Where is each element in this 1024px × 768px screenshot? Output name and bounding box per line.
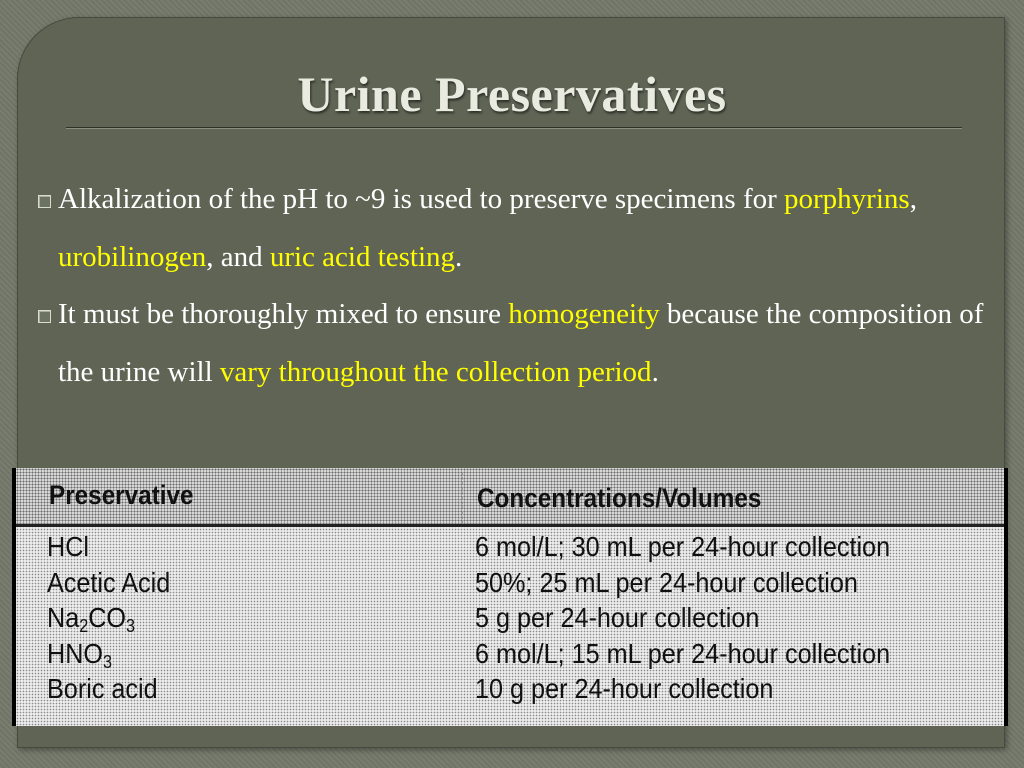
cell-preservative: $Na_2CO_3$ [47,602,136,636]
bullet-text [58,298,983,388]
table-header [16,468,1004,527]
cell-amount: 10 g per 24-hour collection [475,673,774,704]
slide-title: Urine Preservatives [297,66,727,122]
text-run: , [909,183,917,215]
highlighted-term: homogeneity [508,298,660,330]
cell-amount: 6 mol/L; 30 mL per 24-hour collection [475,531,891,562]
table-row [16,672,1004,708]
text-run: . [651,355,659,388]
text-run: , and [206,240,270,273]
square-bullet-icon [38,195,51,208]
bullet-list [36,171,986,401]
highlighted-term: urobilinogen [58,240,207,273]
highlighted-term: porphyrins [784,183,910,215]
text-run: because the composition of the urine will [58,298,984,388]
title-divider [66,127,962,129]
table-row [16,530,1004,566]
highlighted-term: vary throughout the collection period [219,355,652,388]
bullet-text [58,183,917,273]
cell-preservative: $HNO_3$ [47,637,113,672]
text-run: It must be thoroughly mixed to ensure [58,298,509,330]
text-run: Alkalization of the pH to ~9 is used to preserve specimens for [58,183,785,215]
table-row [16,566,1004,602]
table-body [16,530,1004,708]
bullet-item [36,171,986,286]
cell-amount: 6 mol/L; 15 mL per 24-hour collection [475,637,891,669]
cell-amount: 50%; 25 mL per 24-hour collection [475,566,858,598]
header-preservative: Preservative [49,480,194,510]
bullet-item [36,286,986,401]
preservatives-table [12,468,1008,726]
column-divider [462,472,463,524]
cell-amount: 5 g per 24-hour collection [475,602,760,633]
cell-preservative: Boric acid [47,673,158,704]
cell-preservative: Acetic Acid [47,566,171,598]
cell-preservative: HCl [47,531,90,562]
highlighted-term: uric acid testing [269,240,456,273]
table-row [16,601,1004,637]
square-bullet-icon [38,310,51,323]
table-row [16,637,1004,673]
text-run: . [455,240,463,273]
header-concentrations: Concentrations/Volumes [477,483,762,513]
